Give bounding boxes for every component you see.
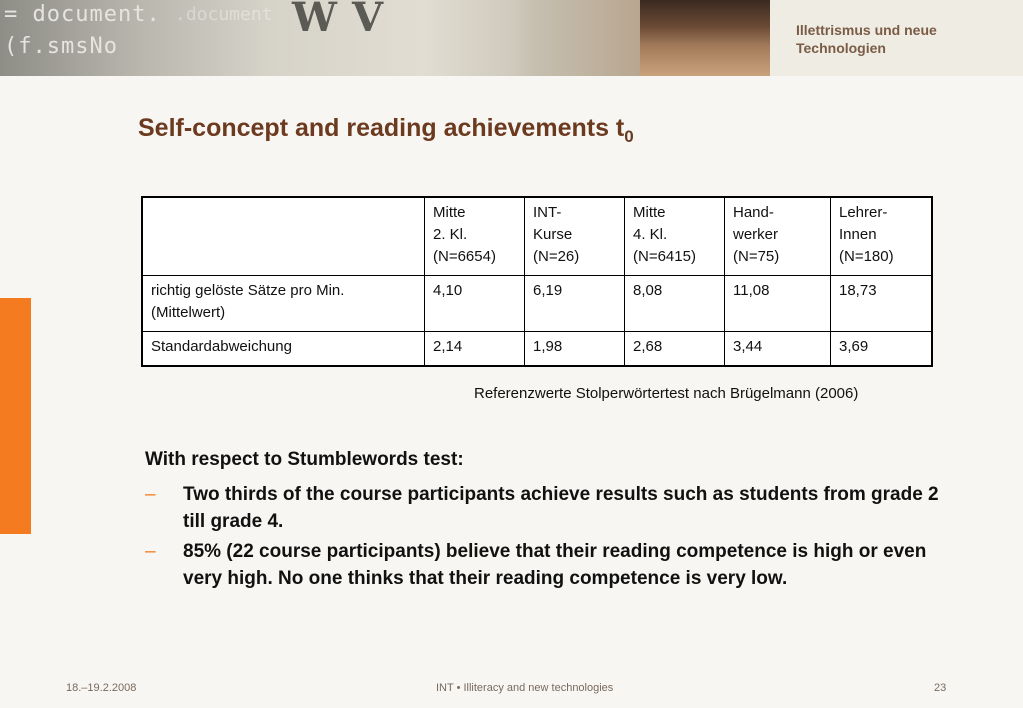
table-cell: 6,19 (525, 276, 625, 332)
list-item: – 85% (22 course participants) believe that their reading competence is high or even very high. No one thinks that their reading competence is very low. (145, 538, 945, 592)
table-header-cell: INT- Kurse (N=26) (525, 197, 625, 276)
table-cell: 8,08 (625, 276, 725, 332)
bullet-list (145, 481, 945, 595)
table-header-cell: Lehrer- Innen (N=180) (831, 197, 933, 276)
footer-date: 18.–19.2.2008 (66, 682, 137, 694)
page-number: 23 (934, 682, 947, 694)
table-cell: 2,68 (625, 332, 725, 367)
table-cell: 2,14 (425, 332, 525, 367)
table-row (142, 332, 932, 367)
slide-title-main: Self-concept and reading achievements t (138, 114, 625, 142)
table-cell: 3,69 (831, 332, 933, 367)
bullet-dash: – (145, 484, 156, 505)
footer-title: INT • Illiteracy and new technologies (436, 682, 614, 694)
bullet-dash: – (145, 541, 156, 562)
table-cell: 4,10 (425, 276, 525, 332)
header-banner (0, 0, 1023, 76)
table-header-cell (142, 197, 425, 276)
header-title: Illettrismus und neue Technologien (796, 22, 937, 56)
table-header-cell: Mitte 4. Kl. (N=6415) (625, 197, 725, 276)
table-cell: 11,08 (725, 276, 831, 332)
table-cell: 3,44 (725, 332, 831, 367)
accent-bar (0, 298, 31, 534)
slide-title-subscript: 0 (624, 127, 634, 146)
table-row-label: richtig gelöste Sätze pro Min. (Mittelwert) (142, 276, 425, 332)
slide-title (138, 114, 634, 146)
banner-image: = document. (f.smsNo .document W V (0, 0, 770, 76)
banner-photo (640, 0, 770, 76)
table-header-row (142, 197, 932, 276)
table-row-label: Standardabweichung (142, 332, 425, 367)
table-cell: 1,98 (525, 332, 625, 367)
table-row (142, 276, 932, 332)
table-header-cell: Mitte 2. Kl. (N=6654) (425, 197, 525, 276)
reference-note: Referenzwerte Stolperwörtertest nach Brügelmann (2006) (474, 385, 859, 402)
results-table (141, 196, 933, 367)
table-cell: 18,73 (831, 276, 933, 332)
body-intro: With respect to Stumblewords test: (145, 449, 464, 470)
table-header-cell: Hand- werker (N=75) (725, 197, 831, 276)
list-item: – Two thirds of the course participants achieve results such as students from grade 2 till grade 4. (145, 481, 945, 535)
